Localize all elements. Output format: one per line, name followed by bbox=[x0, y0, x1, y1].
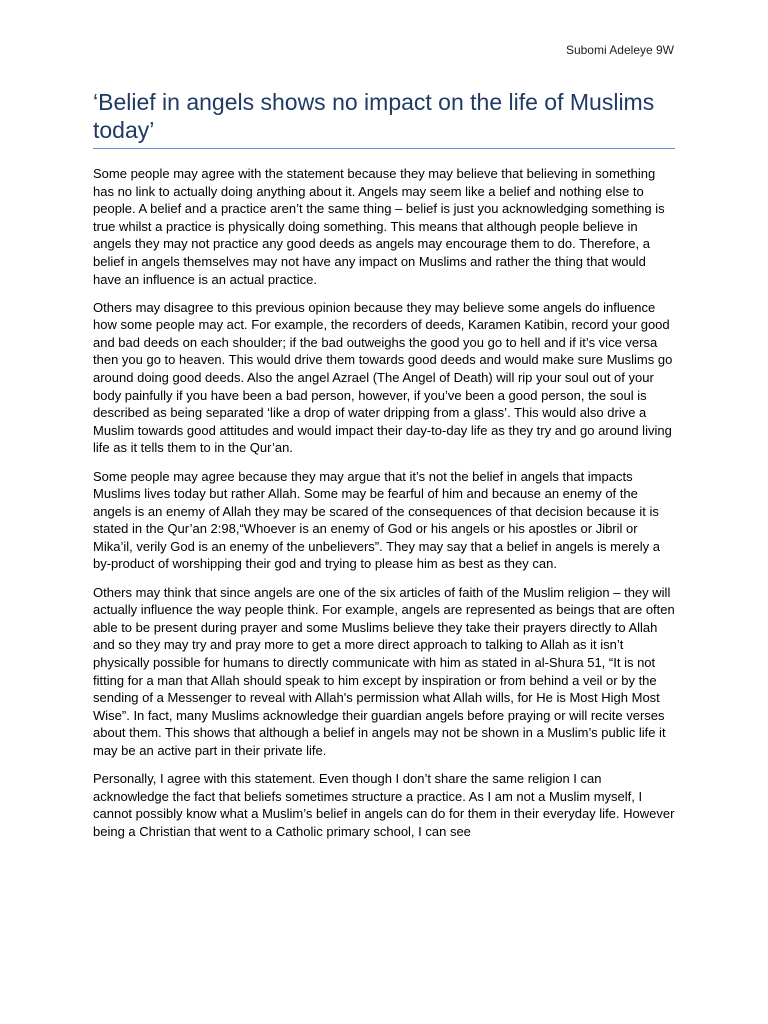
paragraph: Some people may agree because they may argue that it’s not the belief in angels that impacts Muslims lives today but rather Allah. Some may be fearful of him and because an enemy of the angels is an enemy of Allah they may be scared of the consequences of that decision because it is stated in the Qur’an 2:98,“Whoever is an enemy of God or his angels or his apostles or Jibril or Mika’il, verily God is an enemy of the unbelievers”. They may say that a belief in angels is merely a by-product of worshipping their god and trying to please him as best as they can. bbox=[93, 468, 660, 572]
paragraph: Some people may agree with the statement because they may believe that believing in something has no link to actually doing anything about it. Angels may seem like a belief and nothing else to people. A belief and a practice aren’t the same thing – belief is just you acknowledging something is true whilst a practice is physically doing something. This means that although people believe in angels they may not practice any good deeds as angels may encourage them to do. Therefore, a belief in angels themselves may not have any impact on Muslims and rather the thing that would have an influence is an actual practice. bbox=[93, 166, 665, 287]
document-title: ‘Belief in angels shows no impact on the life of Muslims today’ bbox=[93, 89, 655, 143]
paragraph: Personally, I agree with this statement. Even though I don’t share the same religion I can acknowledge the fact that beliefs sometimes structure a practice. As I am not a Muslim myself, I cannot possibly know what a Muslim’s belief in angels can do for them in their everyday life. However being a Christian that went to a Catholic primary school, I can see bbox=[93, 771, 675, 839]
paragraph: Others may disagree to this previous opinion because they may believe some angels do influence how some people may act. For example, the recorders of deeds, Karamen Katibin, record your good and bad deeds on each shoulder; if the bad outweighs the good you go to hell and if it’s vice versa then you go to heaven. This would drive them towards good deeds and would make sure Muslims go around doing good deeds. Also the angel Azrael (The Angel of Death) will rip your soul out of your body painfully if you have been a bad person, however, if you’ve been a good person, the soul is described as being separated ‘like a drop of water dripping from a glass’. This would also drive a Muslim towards good attitudes and would impact their day-to-day life as they try and go around living life as it tells them to in the Qur’an. bbox=[93, 299, 673, 456]
title-underline bbox=[93, 148, 675, 149]
author-header: Subomi Adeleye 9W bbox=[565, 43, 674, 57]
document-body bbox=[93, 165, 675, 851]
paragraph: Others may think that since angels are one of the six articles of faith of the Muslim religion – they will actually influence the way people think. For example, angels are represented as beings that are often able to be present during prayer and some Muslims believe they take their prayers directly to Allah and so they may try and pray more to get a more direct approach to talking to Allah as it isn’t physically possible for humans to directly communicate with him as stated in al-Shura 51, “It is not fitting for a man that Allah should speak to him except by inspiration or from behind a veil or by the sending of a Messenger to reveal with Allah's permission what Allah wills, for He is Most High Most Wise”. In fact, many Muslims acknowledge their guardian angels before praying or will recite verses about them. This shows that although a belief in angels may not be shown in a Muslim’s public life it may be an active part in their private life. bbox=[93, 584, 675, 758]
